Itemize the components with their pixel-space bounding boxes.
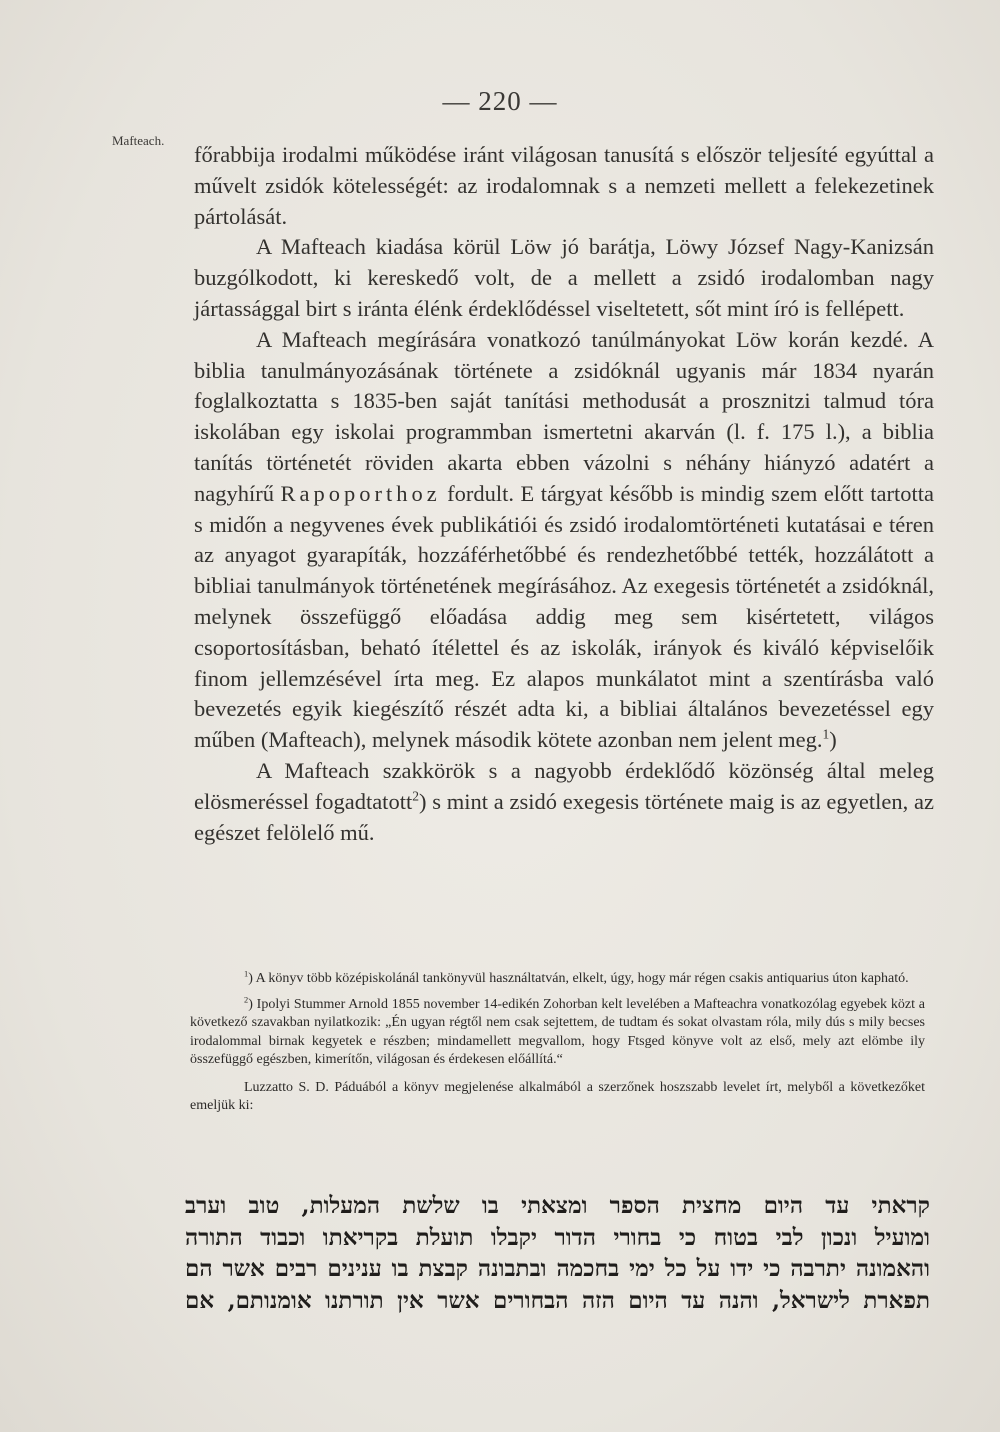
paragraph-3-text-b: fordult. E tárgyat később is mindig szem előtt tartotta s midőn a negyvenes évek publikátiói és zsidó irodalomtörténeti kutatásai e téren az anyagot gyarapíták, hozzáférhetőbbé és rendezhetőbbé tették, hozzálátott a bibliai tanulmányok történetének megírásához. Az exegesis történetét a zsidóknál, melynek összefüggő előadása addig meg sem kisértetett, világos csoportosításban, beható ítélettel és az iskolák, irányok és kiváló képviselőik finom jellemzésével írta meg. Ez alapos munkálatot mint a szentírásba való bevezetés egyik kiegészítő részét adta ki, a bibliai általános bevezetéssel egy műben (Mafteach), melynek második kötete azonban nem jelent meg. (194, 480, 934, 753)
paragraph-4 (194, 756, 934, 848)
paragraph-3-text-a: A Mafteach megírására vonatkozó tanúlmányokat Löw korán kezdé. A biblia tanulmányozásának története a zsidóknál ugyanis már 1834 nyarán foglalkoztatta s 1835-ben saját tanítási methodusát a prosznitzi talmud tóra iskolában egy iskolai programmban ismertetni akarván (l. f. 175 l.), a biblia tanítás történetét röviden akarta ebben vázolni s néhány hiányzó adatért a nagyhírű (194, 326, 934, 506)
hebrew-quote (185, 1190, 930, 1316)
footnote-1 (190, 970, 925, 988)
hebrew-line: ומועיל ונכון לבי בטוח כי בחורי הדור יקבלו תועלת בקריאתו וכבוד התורה (185, 1223, 930, 1251)
footnote-ref-2: 2 (412, 788, 419, 804)
footnote-1-mark: 1 (244, 969, 249, 979)
footnote-2 (190, 996, 925, 1069)
paragraph-4-text-a: A Mafteach szakkörök s a nagyobb érdeklődő közönség által meleg elösmeréssel fogadtatott (194, 757, 934, 814)
footnotes (190, 970, 925, 1123)
paragraph-4-text-b: ) s mint a zsidó exegesis története maig is az egyetlen, az egészet felölelő mű. (194, 788, 934, 845)
paragraph-1: főrabbija irodalmi működése iránt világosan tanusítá s először teljesíté egyúttal a művelt zsidók kötelességét: az irodalomnak s a nemzeti mellett a felekezetinek pártolását. (194, 142, 934, 229)
footnote-1-text: ) A könyv több középiskolánál tankönyvül használtatván, elkelt, úgy, hogy már régen csakis antiquarius úton kapható. (248, 971, 909, 986)
footnote-luzzatto (190, 1079, 925, 1115)
hebrew-line: והאמונה יתרבה כי ידו על כל ימי בחכמה ובתבונה קבצת בו ענינים רבים אשר הם (185, 1255, 930, 1282)
paragraph-3 (194, 325, 934, 756)
footnote-ref-1-paren: ) (829, 727, 837, 753)
footnote-2-text: ) Ipolyi Stummer Arnold 1855 november 14-edikén Zohorban kelt levelében a Mafteachra vonatkozólag egyebek közt a következő szavakban nyilatkozik: „Én ugyan régtől nem csak sejtettem, de tudtam és sokat olvastam róla, mily dús s mily becses irodalommal birnak kegyetek e részben; mindamellett megvallom, hogy Ftsged könyve volt az első, mely azt elömbe ily összefüggő egészben, kimerítőn, világosan és érdekesen előállítá.“ (190, 997, 925, 1067)
hebrew-line: תפארת לישראל, והנה עד היום הזה הבחורים אשר אין תורתנו אומנותם, אם (185, 1286, 930, 1314)
footnote-2-mark: 2 (244, 995, 249, 1005)
page-number: — 220 — (442, 86, 558, 116)
margin-note: Mafteach. (112, 133, 165, 148)
body-text (194, 140, 934, 848)
footnote-luzzatto-text: Luzzatto S. D. Páduából a könyv megjelenése alkalmából a szerzőnek hoszszabb levelet írt, melyből a következőket emeljük ki: (190, 1080, 925, 1114)
hebrew-line: קראתי עד היום מחצית הספר ומצאתי בו שלשת המעלות, טוב וערב (185, 1192, 930, 1219)
spaced-name: Rapoporthoz (280, 480, 441, 506)
paragraph-2: A Mafteach kiadása körül Löw jó barátja, Löwy József Nagy-Kanizsán buzgólkodott, ki kereskedő volt, de a mellett a zsidó irodalomban nagy jártassággal birt s iránta élénk érdeklődéssel viseltetett, sőt mint író is fellépett. (194, 234, 934, 321)
footnote-ref-1: 1 (822, 726, 830, 742)
